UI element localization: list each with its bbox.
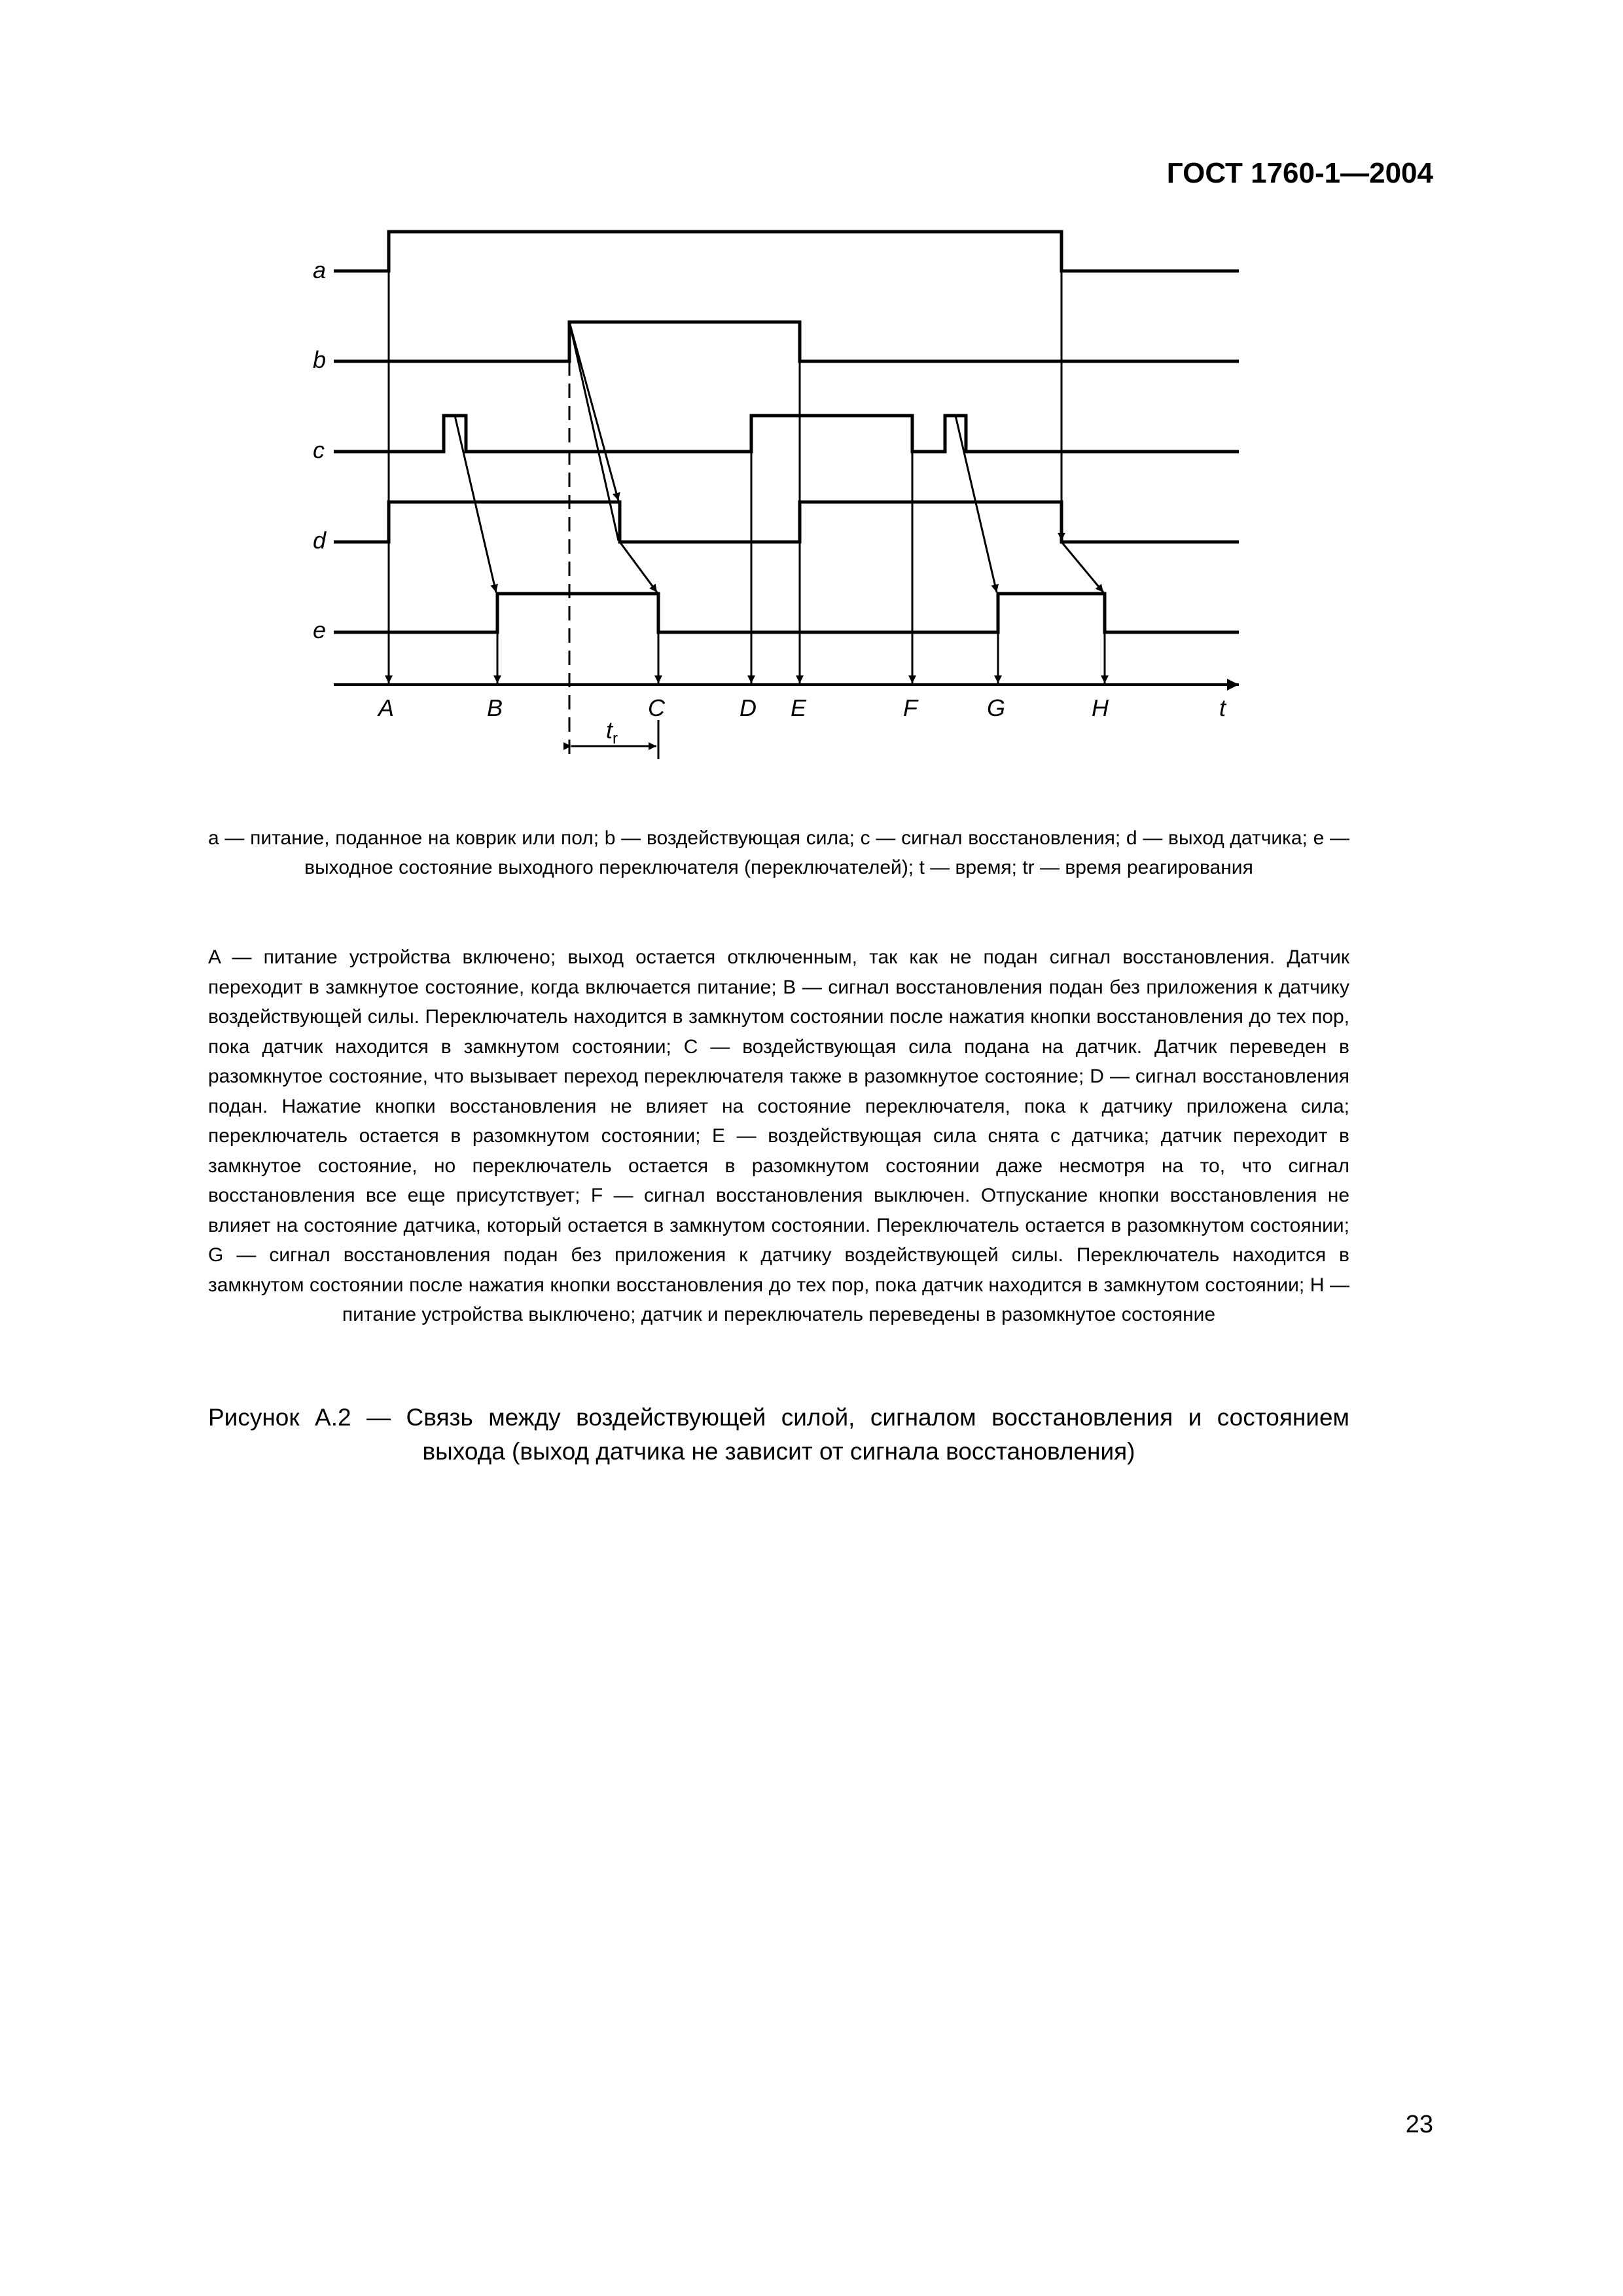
- event-label-b: B: [487, 694, 503, 721]
- signal-label-d: d: [313, 527, 327, 554]
- page-number: 23: [1405, 2111, 1433, 2138]
- causal-arrow-b-to-d: [569, 322, 618, 501]
- signal-label-e: e: [313, 617, 327, 643]
- waveform-a: [334, 232, 1239, 271]
- causal-arrow-d-to-e: [620, 542, 657, 592]
- waveform-b: [334, 322, 1239, 361]
- event-label-f: F: [903, 694, 918, 721]
- causal-arrow-c-to-e-1: [455, 416, 496, 592]
- figure-description: A — питание устройства включено; выход остается отключенным, так как не подан сигнал восстановления. Датчик переходит в замкнутое состояние, когда включается питание; B — сигнал восстановления подан без приложения к датчику воздействующей силы. Переключатель находится в замкнутом состоянии после нажатия кнопки восстановления до тех пор, пока датчик находится в замкнутом состоянии; C — воздействующая сила подана на датчик. Датчик переведен в разомкнутое состояние, что вызывает переход переключателя также в разомкнутое состояние; D — сигнал восстановления подан. Нажатие кнопки восстановления не влияет на состояние переключателя, пока к датчику приложена сила; переключатель остается в разомкнутом состоянии; E — воздействующая сила снята с датчика; датчик переходит в замкнутое состояние, но переключатель остается в разомкнутом состоянии даже несмотря на то, что сигнал восстановления все еще присутствует; F — сигнал восстановления выключен. Отпускание кнопки восстановления не влияет на состояние датчика, который остается в замкнутом состоянии. Переключатель остается в разомкнутом состоянии; G — сигнал восстановления подан без приложения к датчику воздействующей силы. Переключатель находится в замкнутом состоянии после нажатия кнопки восстановления до тех пор, пока датчик находится в замкнутом состоянии; H — питание устройства выключено; датчик и переключатель переведены в разомкнутое состояние: [208, 946, 1350, 1325]
- signal-label-a: a: [313, 257, 327, 283]
- signal-label-c: c: [313, 437, 325, 463]
- document-id-header: ГОСТ 1760-1—2004: [1166, 157, 1433, 189]
- figure-legend: a — питание, поданное на коврик или пол; b — воздействующая сила; c — сигнал восстановления; d — выход датчика; e — выходное состояние выходного переключателя (переключателей); t — время; tr — время реагирования: [208, 827, 1349, 878]
- causal-arrow-c-to-e-2: [955, 416, 997, 592]
- event-label-g: G: [987, 694, 1006, 721]
- axis-label-t: t: [1219, 694, 1226, 721]
- event-label-e: E: [791, 694, 807, 721]
- event-label-d: D: [740, 694, 757, 721]
- timing-diagram: [0, 0, 1623, 785]
- waveform-d: [334, 502, 1239, 542]
- figure-caption: Рисунок А.2 — Связь между воздействующей силой, сигналом восстановления и состоянием выхода (выход датчика не зависит от сигнала восстановления): [208, 1404, 1349, 1465]
- response-time-label: $t_r$: [606, 717, 618, 747]
- causal-arrow-b-to-e: [569, 322, 618, 541]
- event-label-a: A: [378, 694, 395, 721]
- signal-label-b: b: [313, 346, 327, 373]
- causal-arrow-d-to-e-2: [1061, 542, 1103, 592]
- waveform-e: [334, 594, 1239, 632]
- event-label-c: C: [648, 694, 665, 721]
- event-label-h: H: [1092, 694, 1109, 721]
- waveform-c: [334, 416, 1239, 452]
